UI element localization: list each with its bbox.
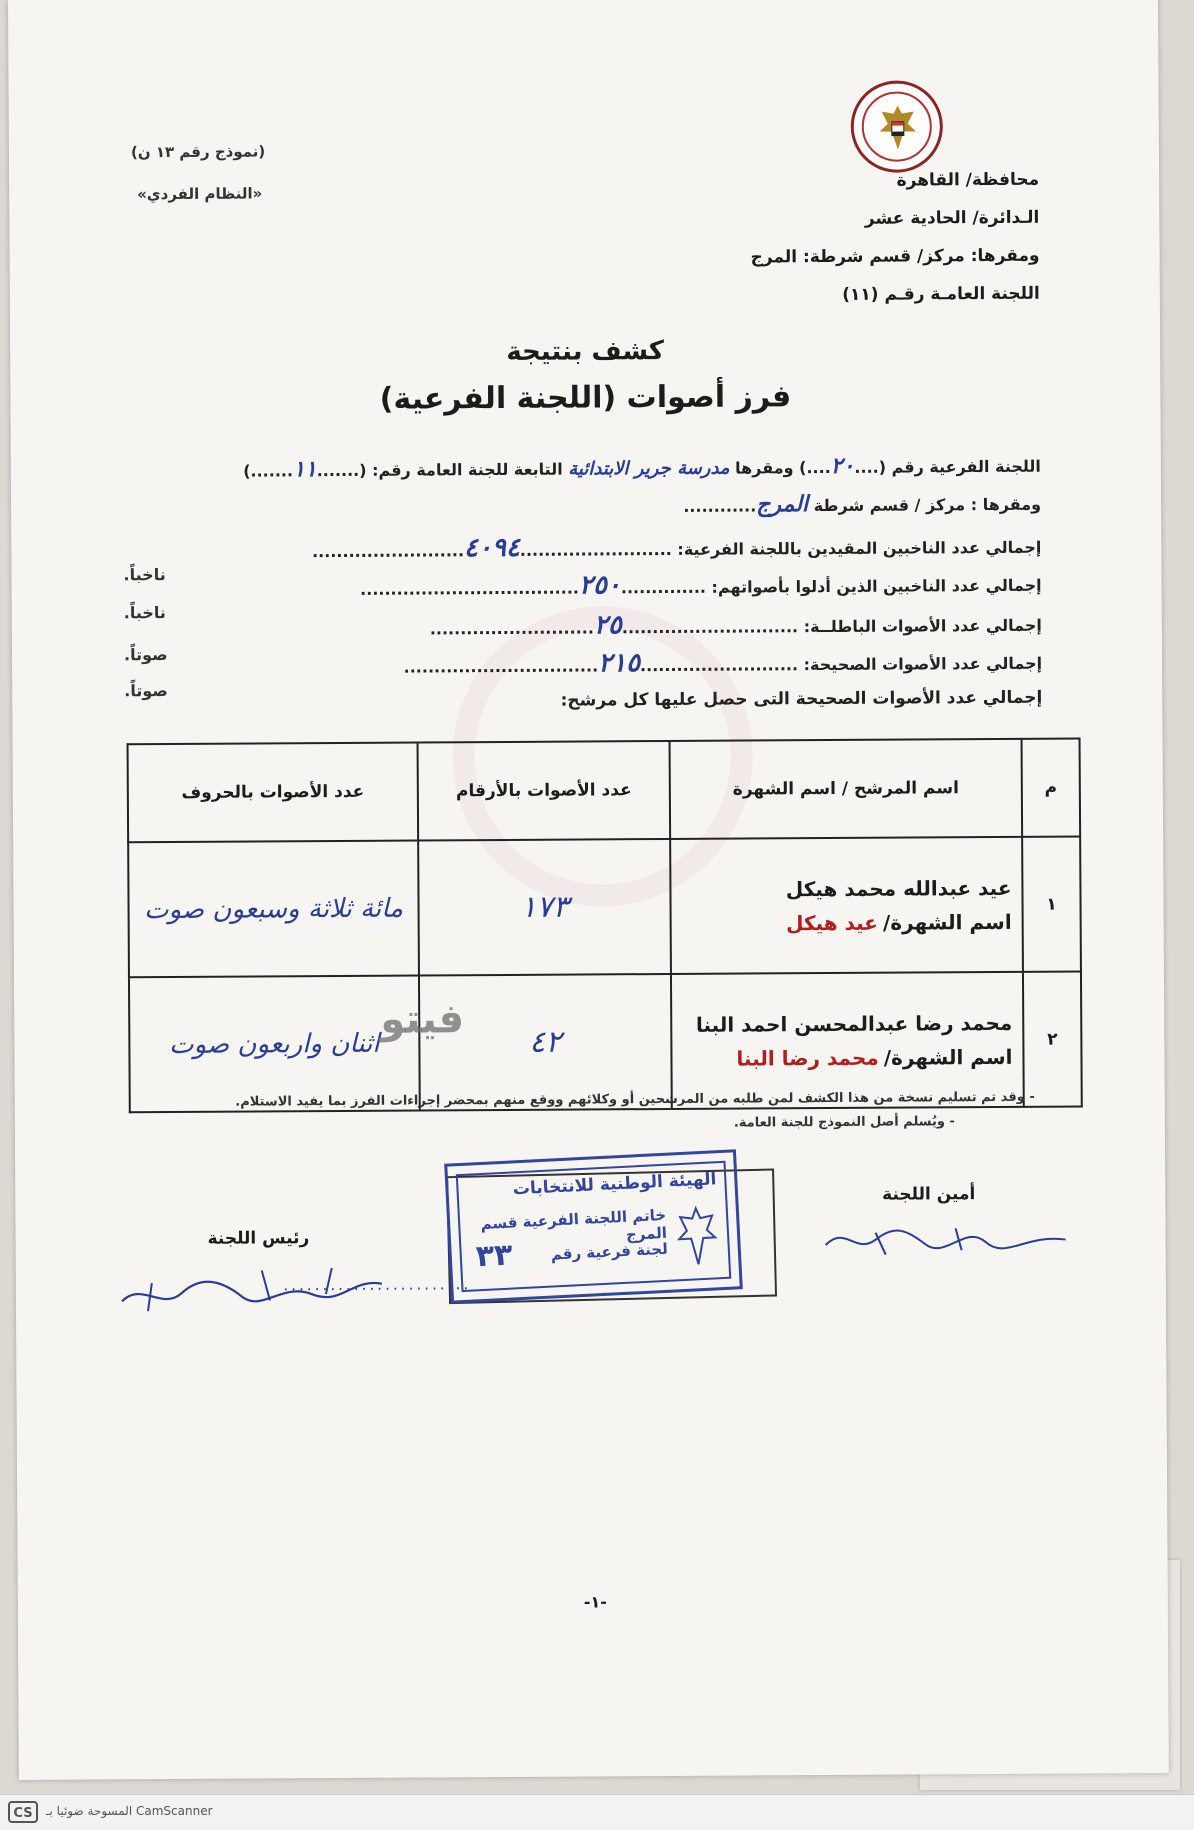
note-original-form: - ويُسلم أصل النموذج للجنة العامة.: [733, 1114, 955, 1131]
total-registered-value: ٤٠٩٤: [463, 532, 520, 564]
total-voted-line: إجمالي عدد الناخبين الذين أدلوا بأصواتهم: ..............٢٥٠....................................: [360, 570, 1042, 601]
candidate-name: محمد رضا عبدالمحسن احمد البنا: [695, 1010, 1013, 1037]
candidates-intro: إجمالي عدد الأصوات الصحيحة التى حصل عليها كل مرشح:: [560, 687, 1043, 711]
header-votes-words: عدد الأصوات بالحروف: [128, 743, 419, 843]
camscanner-text: المسوحة ضوئيا بـ CamScanner: [46, 1804, 213, 1818]
table-header-row: [128, 738, 1081, 842]
president-signature: [112, 1260, 470, 1322]
candidate-nickname: محمد رضا البنا: [736, 1045, 879, 1071]
row-index: ١: [1022, 836, 1081, 971]
document-page: [8, 0, 1169, 1780]
candidate-nickname: عيد هيكل: [785, 910, 878, 935]
total-voted-unit: ناخباً.: [123, 565, 166, 585]
votes-words: اثنان واربعون صوت: [129, 976, 420, 1113]
valid-votes-value: ٢١٥: [598, 648, 641, 679]
stamp-committee: خاتم اللجنة الفرعية قسم المرج: [480, 1205, 668, 1244]
scanner-footer: [0, 1794, 1194, 1830]
secretary-label: أمين اللجنة: [882, 1184, 976, 1205]
valid-votes-line: إجمالي عدد الأصوات الصحيحة: ..........................٢١٥................................: [403, 648, 1043, 679]
form-number: (نموذج رقم ١٣ ن): [130, 142, 266, 162]
district-line: الـدائرة/ الحادية عشر: [864, 207, 1040, 229]
row-index: ٢: [1023, 971, 1082, 1106]
general-committee-number: ١١: [292, 456, 317, 483]
candidate-cell: [671, 972, 1024, 1109]
note-copy-delivery: - وقد تم تسليم نسخة من هذا الكشف لمن طلبه من المرشحين أو وكلائهم ووقع منهم بمحضر إجراءات الفرز بما يفيد الاستلام.: [235, 1089, 1035, 1110]
valid-votes-unit: صوتاً.: [123, 645, 168, 665]
camscanner-logo: CS: [8, 1801, 38, 1823]
stamp-number: ٣٣: [474, 1237, 514, 1275]
header-candidate: اسم المرشح / اسم الشهرة: [670, 739, 1023, 839]
page-number: -١-: [583, 1592, 607, 1612]
invalid-votes-value: ٢٥: [593, 610, 622, 641]
invalid-votes-unit: ناخباً.: [123, 603, 166, 623]
police-station-value: المرج: [756, 491, 809, 518]
electoral-system: «النظام الفردي»: [137, 184, 263, 204]
eagle-emblem-icon: [676, 1205, 719, 1267]
sub-committee-seat: مدرسة جرير الابتدائية: [568, 457, 730, 480]
votes-digits-cell: [380, 974, 672, 1111]
nickname-label: اسم الشهرة/: [883, 1044, 1013, 1070]
document-subtitle: فرز أصوات (اللجنة الفرعية): [379, 379, 792, 417]
seat-line: ومقرها: مركز/ قسم شرطة: المرج: [750, 245, 1040, 268]
document-title: كشف بنتيجة: [506, 335, 665, 367]
secretary-signature: [815, 1214, 1075, 1266]
header-votes-digits: عدد الأصوات بالأرقام: [418, 741, 671, 841]
candidate-cell: [670, 837, 1023, 974]
police-station-line: ومقرها : مركز / قسم شرطة المرج............: [683, 491, 1042, 518]
trailing-unit: صوتاً.: [124, 681, 168, 701]
svg-text:........................: ........................: [281, 1278, 470, 1295]
committee-stamp: [444, 1149, 743, 1303]
total-voted-value: ٢٥٠: [578, 570, 621, 601]
results-table: [127, 737, 1083, 1113]
sub-committee-number: ٢٠: [830, 452, 855, 479]
invalid-votes-line: إجمالي عدد الأصوات الباطلــة: .............................٢٥...........................: [429, 610, 1042, 641]
stamp-authority: الهيئة الوطنية للانتخابات: [512, 1169, 717, 1200]
national-election-authority-logo: [851, 80, 944, 173]
nickname-label: اسم الشهرة/: [882, 909, 1012, 935]
votes-words: مائة ثلاثة وسبعون صوت: [128, 841, 419, 978]
vito-watermark: فيتو: [380, 996, 465, 1043]
general-committee-line: اللجنة العامـة رقـم (١١): [842, 283, 1040, 305]
sub-committee-line: اللجنة الفرعية رقم (....٢٠....) ومقرها مدرسة جرير الابتدائية التابعة للجنة العامة رقم: (.......١١.......): [243, 452, 1041, 483]
table-row: [128, 836, 1081, 977]
president-label: رئيس اللجنة: [207, 1228, 310, 1249]
total-registered-line: إجمالي عدد الناخبين المقيدين باللجنة الفرعية: .........................٤٠٩٤.........................: [312, 532, 1042, 564]
votes-digits: ٤٢: [529, 1024, 562, 1060]
governorate-line: محافظة/ القاهرة: [896, 169, 1040, 191]
stamp-subcommittee-label: لجنة فرعية رقم: [550, 1239, 669, 1264]
header-index: م: [1022, 738, 1081, 836]
votes-digits: ١٧٣: [418, 839, 671, 976]
candidate-name: عيد عبدالله محمد هيكل: [785, 875, 1012, 901]
